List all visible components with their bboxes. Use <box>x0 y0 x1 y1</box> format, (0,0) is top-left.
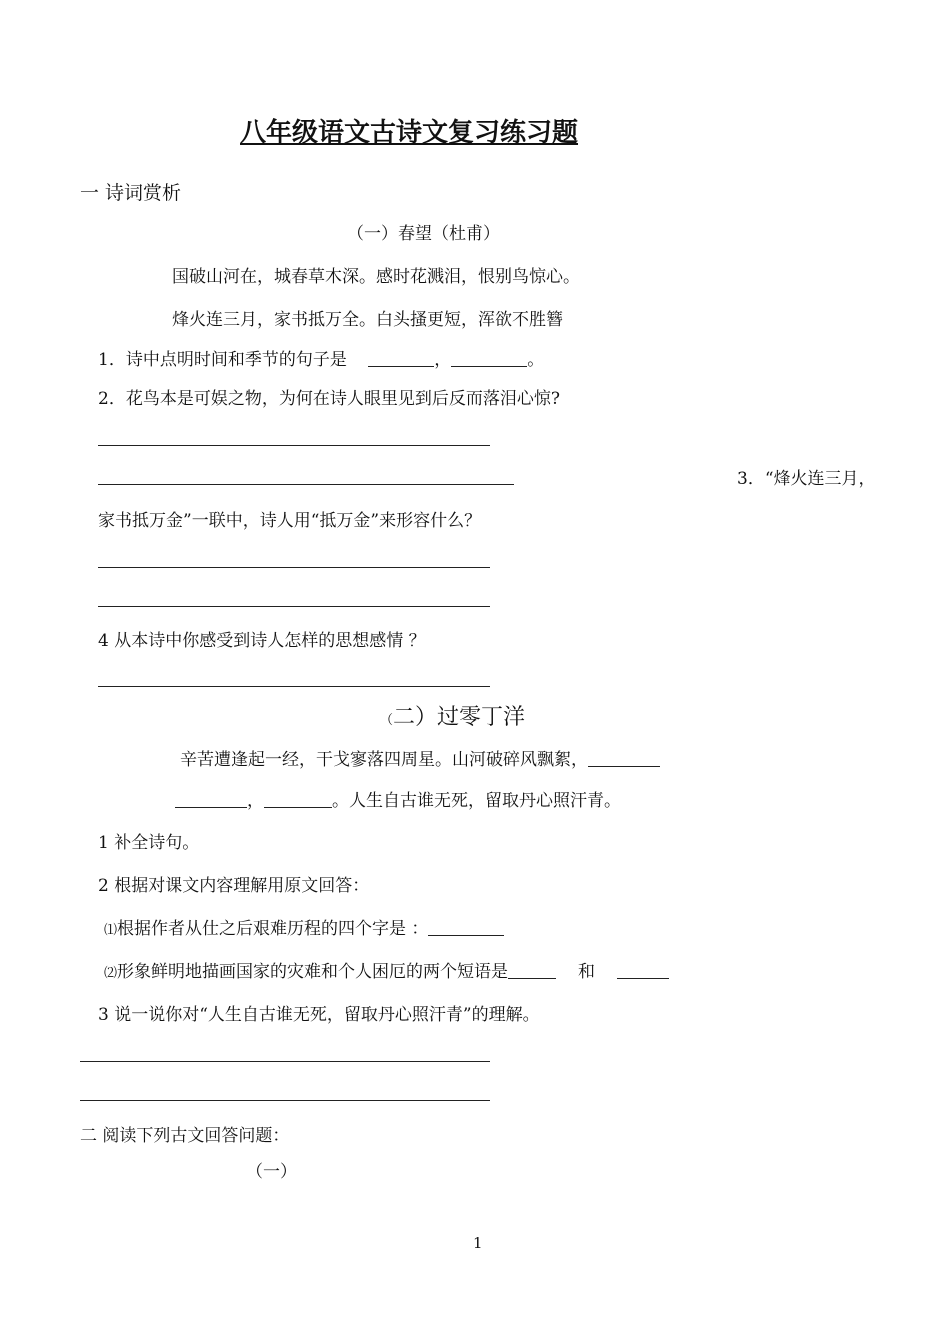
poem2-question-2b <box>104 961 669 985</box>
item-number: ⑴ <box>104 923 118 938</box>
section-heading-classical: 二 阅读下列古文回答问题： <box>80 1126 290 1146</box>
answer-line[interactable] <box>80 1061 490 1062</box>
answer-blank[interactable] <box>368 350 434 367</box>
separator: ， <box>434 350 452 370</box>
poem2-line-1 <box>180 749 660 771</box>
answer-blank[interactable] <box>428 919 504 936</box>
question-2b-text: 形象鲜明地描画国家的灾难和个人困厄的两个短语是 <box>117 962 509 982</box>
section2-subheading: （一） <box>246 1162 297 1182</box>
period: 。 <box>527 350 545 370</box>
answer-blank[interactable] <box>451 350 527 367</box>
poem1-question-4: 4 从本诗中你感受到诗人怎样的思想感情 ？ <box>98 631 426 651</box>
answer-blank[interactable] <box>617 962 669 979</box>
poem1-question-3-cont: 家书抵万金”一联中，诗人用“抵万金”来形容什么？ <box>98 511 482 531</box>
answer-line[interactable] <box>80 1100 490 1101</box>
poem1-question-1 <box>98 349 544 371</box>
poem1-line-2: 烽火连三月，家书抵万全。白头搔更短，浑欲不胜簪 <box>172 310 563 330</box>
answer-blank[interactable] <box>175 791 247 808</box>
document-title: 八年级语文古诗文复习练习题 <box>240 118 579 148</box>
poem2-line-1-text: 辛苦遭逢起一经，干戈寥落四周星。山河破碎风飘絮， <box>180 750 588 770</box>
poem2-question-1: 1 补全诗句。 <box>98 833 200 853</box>
answer-blank[interactable] <box>508 962 556 979</box>
poem2-question-2: 2 根据对课文内容理解用原文回答： <box>98 876 370 896</box>
question-2a-text: 根据作者从仕之后艰难历程的四个字是 ： <box>117 919 429 939</box>
poem2-title-text: 二）过零丁洋 <box>393 705 526 730</box>
separator: ， <box>247 791 264 811</box>
section-heading-poetry: 一 诗词赏析 <box>80 182 182 204</box>
poem2-title <box>380 704 525 735</box>
poem1-question-2: 2．花鸟本是可娱之物，为何在诗人眼里见到后反而落泪心惊? <box>98 389 560 409</box>
poem2-line-2 <box>175 790 621 812</box>
answer-blank[interactable] <box>588 750 660 767</box>
answer-line[interactable] <box>98 686 490 687</box>
answer-line[interactable] <box>98 606 490 607</box>
poem2-title-paren: （ <box>380 713 394 728</box>
poem1-line-1: 国破山河在，城春草木深。感时花溅泪，恨别鸟惊心。 <box>172 267 580 287</box>
question-1-text: 1．诗中点明时间和季节的句子是 <box>98 350 347 370</box>
answer-line[interactable] <box>98 484 514 485</box>
item-number: ⑵ <box>104 966 118 981</box>
poem1-title: （一）春望（杜甫） <box>347 224 500 244</box>
poem1-question-3-start: 3．“烽火连三月， <box>737 469 876 489</box>
conjunction: 和 <box>578 962 596 982</box>
poem2-question-2a <box>104 918 504 942</box>
poem2-question-3: 3 说一说你对“人生自古谁无死，留取丹心照汗青”的理解。 <box>98 1005 540 1025</box>
poem2-line-2-text: 。人生自古谁无死，留取丹心照汗青。 <box>332 791 621 811</box>
answer-line[interactable] <box>98 567 490 568</box>
page-number: 1 <box>473 1234 483 1252</box>
answer-blank[interactable] <box>264 791 332 808</box>
answer-line[interactable] <box>98 445 490 446</box>
